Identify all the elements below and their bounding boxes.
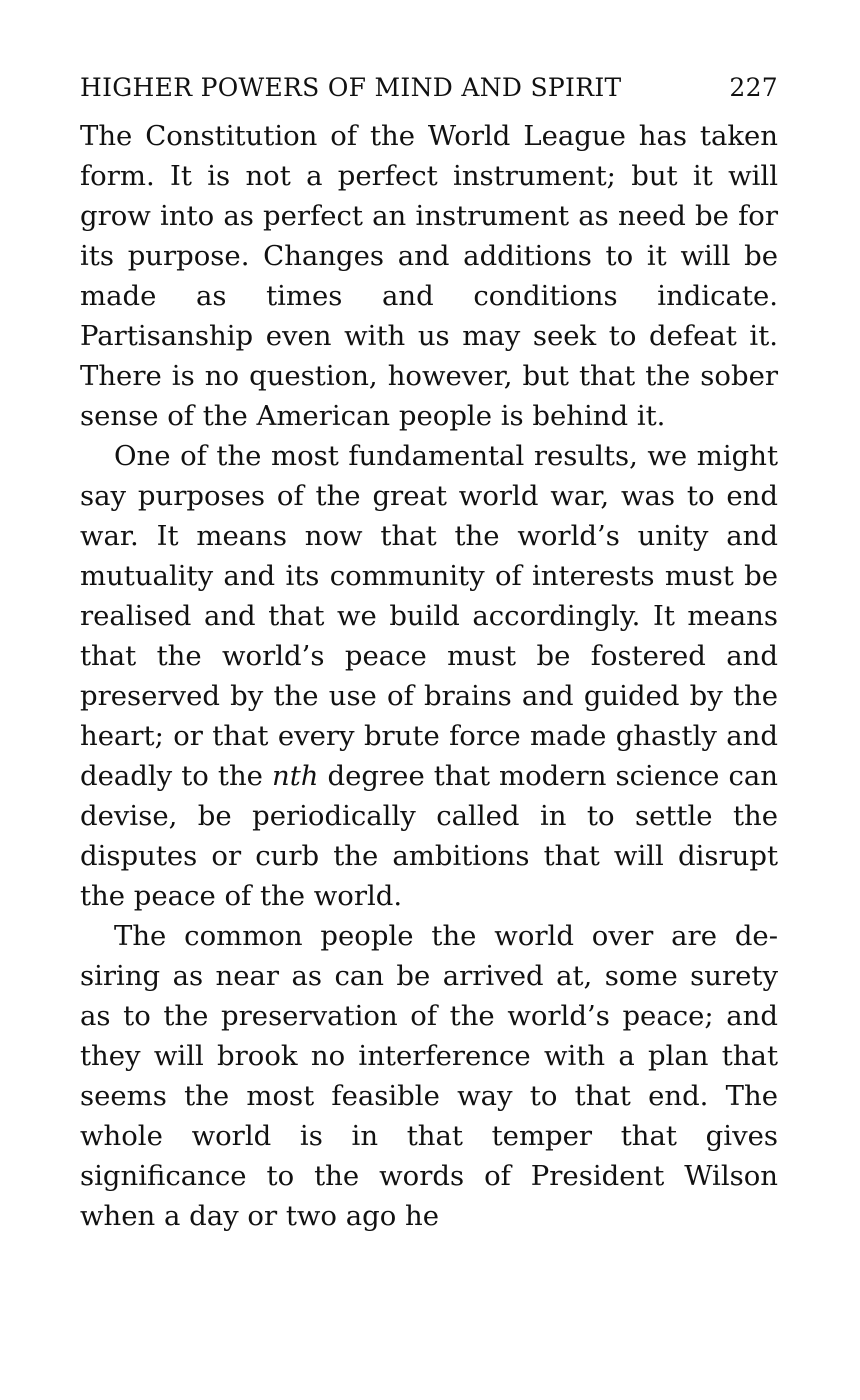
body-text — [80, 116, 778, 1236]
paragraph-1: The Constitution of the World League has taken form. It is not a perfect instrument; but it will grow into as perfect an instrument as need be for its purpose. Changes and additions to it will be made as times and conditions indicate. Partisanship even with us may seek to defeat it. There is no question, however, but that the sober sense of the American people is behind it. — [80, 120, 778, 432]
paragraph-2 — [80, 436, 778, 916]
paragraph-2-text-after: degree that modern science can devise, be periodically called in to settle the disputes or curb the ambitions that will disrupt the peace of the world. — [80, 760, 778, 912]
paragraph-3: The common people the world over are desiring as near as can be arrived at, some surety as to the preservation of the world’s peace; and they will brook no interference with a plan that seems the most feasible way to that end. The whole world is in that temper that gives significance to the words of President Wilson when a day or two ago he — [80, 920, 778, 1232]
page-number: 227 — [729, 73, 778, 102]
book-page — [80, 62, 778, 1236]
running-head — [80, 62, 778, 114]
paragraph-2-text-before: One of the most fundamental results, we might say purposes of the great world war, was to end war. It means now that the world’s unity and mutuality and its community of interests must be realised and that we build accordingly. It means that the world’s peace must be fostered and preserved by the use of brains and guided by the heart; or that every brute force made ghastly and deadly to the — [80, 440, 778, 792]
running-title: HIGHER POWERS OF MIND AND SPIRIT — [80, 73, 622, 102]
paragraph-2-emphasis: nth — [272, 760, 319, 792]
